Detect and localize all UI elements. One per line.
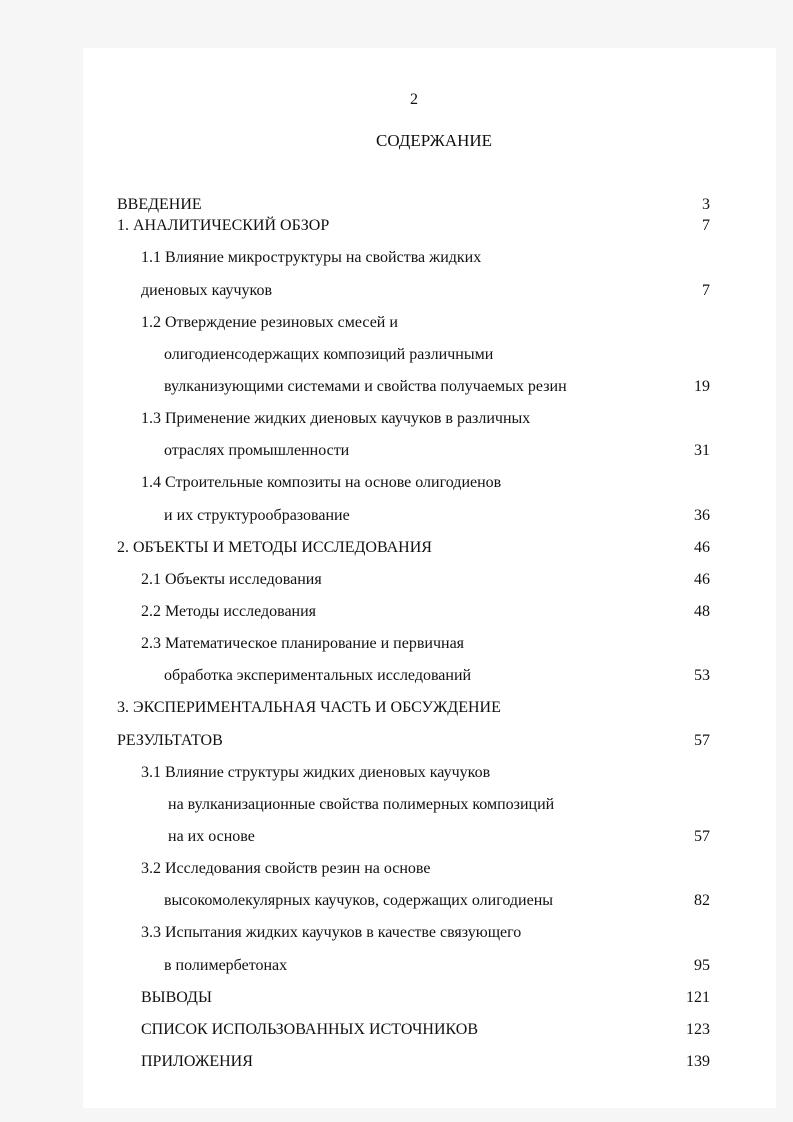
toc-page: 53 xyxy=(694,667,710,684)
toc-entry: РЕЗУЛЬТАТОВ xyxy=(117,732,223,749)
toc-entry: 1.3 Применение жидких диеновых каучуков в различных xyxy=(141,410,531,427)
toc-page: 57 xyxy=(694,732,710,749)
toc-entry: на вулканизационные свойства полимерных композиций xyxy=(168,796,555,813)
toc-entry: на их основе xyxy=(168,828,255,845)
toc-entry: 1.1 Влияние микроструктуры на свойства жидких xyxy=(141,249,482,266)
toc-entry: СПИСОК ИСПОЛЬЗОВАННЫХ ИСТОЧНИКОВ xyxy=(141,1021,479,1038)
toc-entry: 2.3 Математическое планирование и первичная xyxy=(141,635,465,652)
toc-entry: 3.1 Влияние структуры жидких диеновых каучуков xyxy=(141,764,491,781)
toc-entry: 2. ОБЪЕКТЫ И МЕТОДЫ ИССЛЕДОВАНИЯ xyxy=(117,539,432,556)
toc-entry: диеновых каучуков xyxy=(141,282,273,299)
toc-entry: отраслях промышленности xyxy=(164,442,350,459)
toc-entry: высокомолекулярных каучуков, содержащих олигодиены xyxy=(164,892,554,909)
toc-page: 139 xyxy=(686,1053,710,1070)
toc-entry: обработка экспериментальных исследований xyxy=(164,667,472,684)
toc-entry: вулканизующими системами и свойства получаемых резин xyxy=(164,378,567,395)
toc-entry: 1. АНАЛИТИЧЕСКИЙ ОБЗОР xyxy=(117,217,330,234)
toc-page: 48 xyxy=(694,603,710,620)
toc-page: 7 xyxy=(702,217,710,234)
toc-page: 82 xyxy=(694,892,710,909)
toc-entry: ВВЕДЕНИЕ xyxy=(117,196,202,213)
toc-entry: 3.3 Испытания жидких каучуков в качестве связующего xyxy=(141,924,522,941)
toc-page: 3 xyxy=(702,196,710,213)
toc-page: 121 xyxy=(686,989,710,1006)
toc-page: 19 xyxy=(694,378,710,395)
toc-page: 31 xyxy=(694,442,710,459)
toc-page: 95 xyxy=(694,957,710,974)
toc-entry: 3.2 Исследования свойств резин на основе xyxy=(141,860,431,877)
toc-page: 57 xyxy=(694,828,710,845)
toc-title: СОДЕРЖАНИЕ xyxy=(376,131,493,150)
toc-entry: 1.2 Отверждение резиновых смесей и xyxy=(141,314,398,331)
toc-entry: 1.4 Строительные композиты на основе олигодиенов xyxy=(141,474,502,491)
toc-page: 36 xyxy=(694,507,710,524)
toc-entry: олигодиенсодержащих композиций различными xyxy=(164,346,494,363)
toc-page: 123 xyxy=(686,1021,710,1038)
toc-entry: ПРИЛОЖЕНИЯ xyxy=(141,1053,253,1070)
toc-entry: 2.2 Методы исследования xyxy=(141,603,317,620)
toc-entry: и их структурообразование xyxy=(164,507,350,524)
toc-entry: 3. ЭКСПЕРИМЕНТАЛЬНАЯ ЧАСТЬ И ОБСУЖДЕНИЕ xyxy=(117,699,501,716)
toc-entry: в полимербетонах xyxy=(164,957,288,974)
toc-page: 46 xyxy=(694,539,710,556)
toc-entry: ВЫВОДЫ xyxy=(141,989,212,1006)
toc-page: 7 xyxy=(702,282,710,299)
toc-page: 46 xyxy=(694,571,710,588)
page-number: 2 xyxy=(410,91,418,108)
toc-entry: 2.1 Объекты исследования xyxy=(141,571,322,588)
